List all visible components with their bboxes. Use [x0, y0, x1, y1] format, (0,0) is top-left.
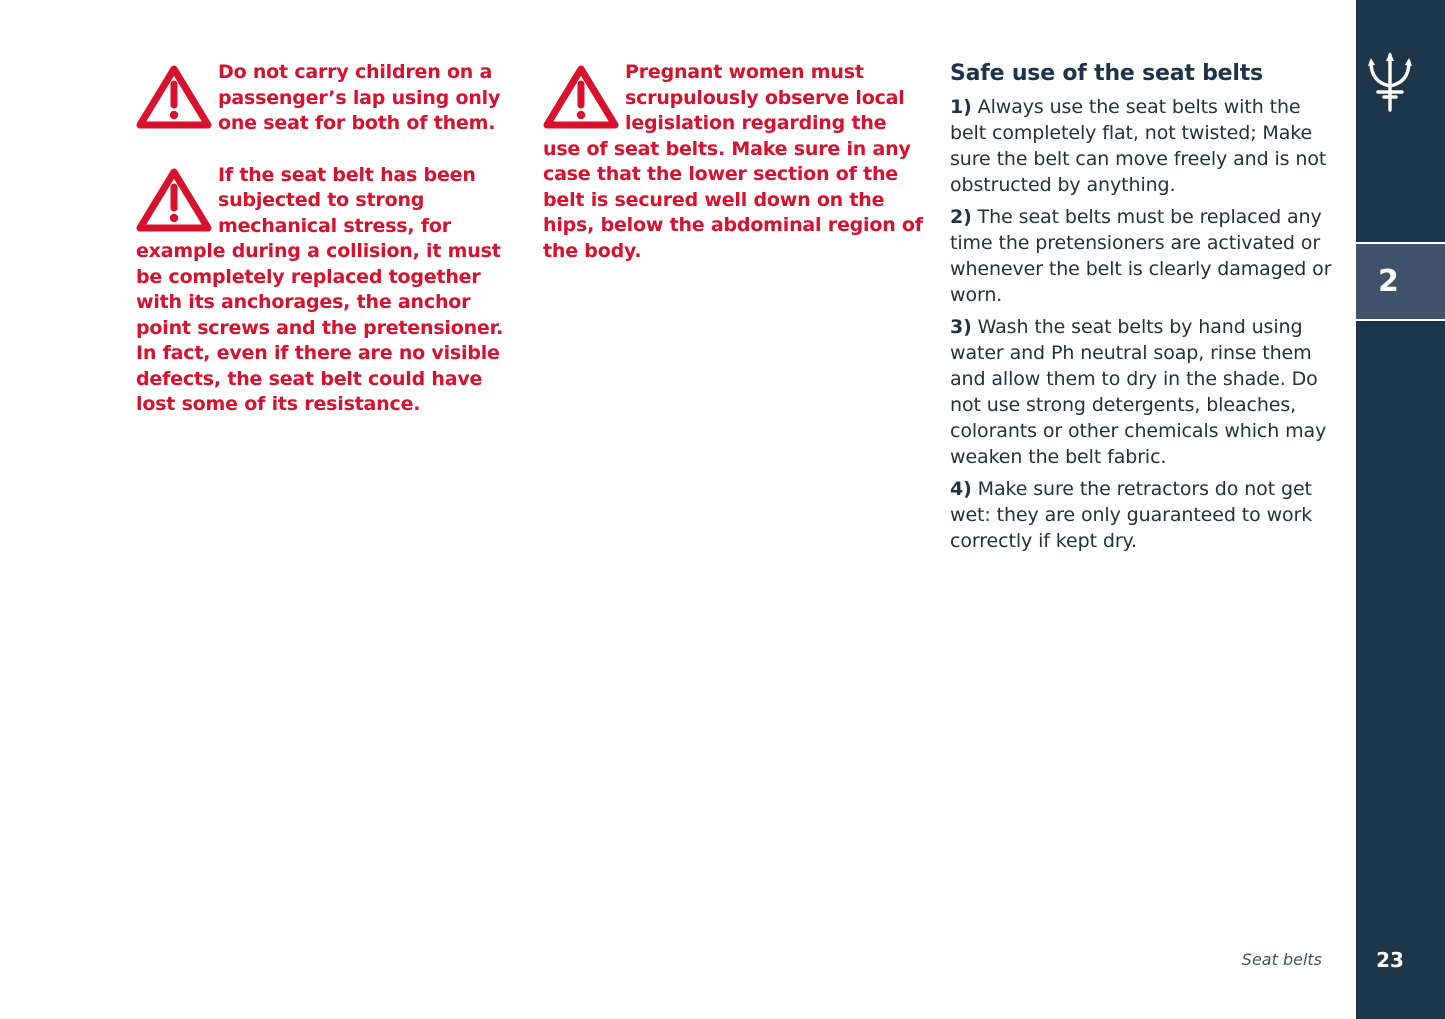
step-text: Make sure the retractors do not get wet: they are only guaranteed to work correctly if kept dry.: [950, 478, 1313, 552]
instruction-step: [950, 204, 1335, 308]
warning-text: Do not carry children on a passenger’s lap using only one seat for both of them.: [218, 61, 501, 134]
warning-triangle-icon: [136, 167, 212, 233]
warning-children-lap: [136, 60, 518, 137]
safe-use-section: [950, 58, 1335, 560]
step-number: 4): [950, 478, 972, 500]
warning-triangle-icon: [136, 64, 212, 130]
step-text: Wash the seat belts by hand using water and Ph neutral soap, rinse them and allow them to dry in the shade. Do not use strong detergents, bleaches, colorants or other chemicals which may weaken the belt fabric.: [950, 316, 1327, 468]
section-title: Safe use of the seat belts: [950, 61, 1263, 86]
step-text: Always use the seat belts with the belt completely flat, not twisted; Make sure the belt can move freely and is not obstructed by anything.: [950, 96, 1327, 196]
warnings-middle-column: [543, 60, 925, 290]
step-number: 1): [950, 96, 972, 118]
chapter-sidebar: [1356, 0, 1445, 1019]
warnings-left-column: [136, 60, 518, 444]
instruction-step: [950, 94, 1335, 198]
step-text: The seat belts must be replaced any time the pretensioners are activated or whenever the belt is clearly damaged or worn.: [950, 206, 1332, 306]
warning-pregnant-women: [543, 60, 925, 264]
step-number: 2): [950, 206, 972, 228]
instruction-step: [950, 314, 1335, 470]
instruction-step: [950, 476, 1335, 554]
warning-text: Pregnant women must scrupulously observe local legislation regarding the use of seat belts. Make sure in any case that the lower section of the belt is secured well down on the hips, below the abdominal region of the body.: [543, 61, 923, 262]
chapter-tab[interactable]: 2: [1356, 242, 1445, 321]
warning-belt-stress: [136, 163, 518, 418]
footer-section-label: Seat belts: [1241, 950, 1322, 969]
page-number: 23: [1376, 948, 1404, 972]
warning-triangle-icon: [543, 64, 619, 130]
trident-logo-icon: [1367, 52, 1413, 114]
warning-text: If the seat belt has been subjected to strong mechanical stress, for example during a collision, it must be completely replaced together with its anchorages, the anchor point screws and the pretensioner. In fact, even if there are no visible defects, the seat belt could have lost some of its resistance.: [136, 163, 504, 415]
step-number: 3): [950, 316, 972, 338]
